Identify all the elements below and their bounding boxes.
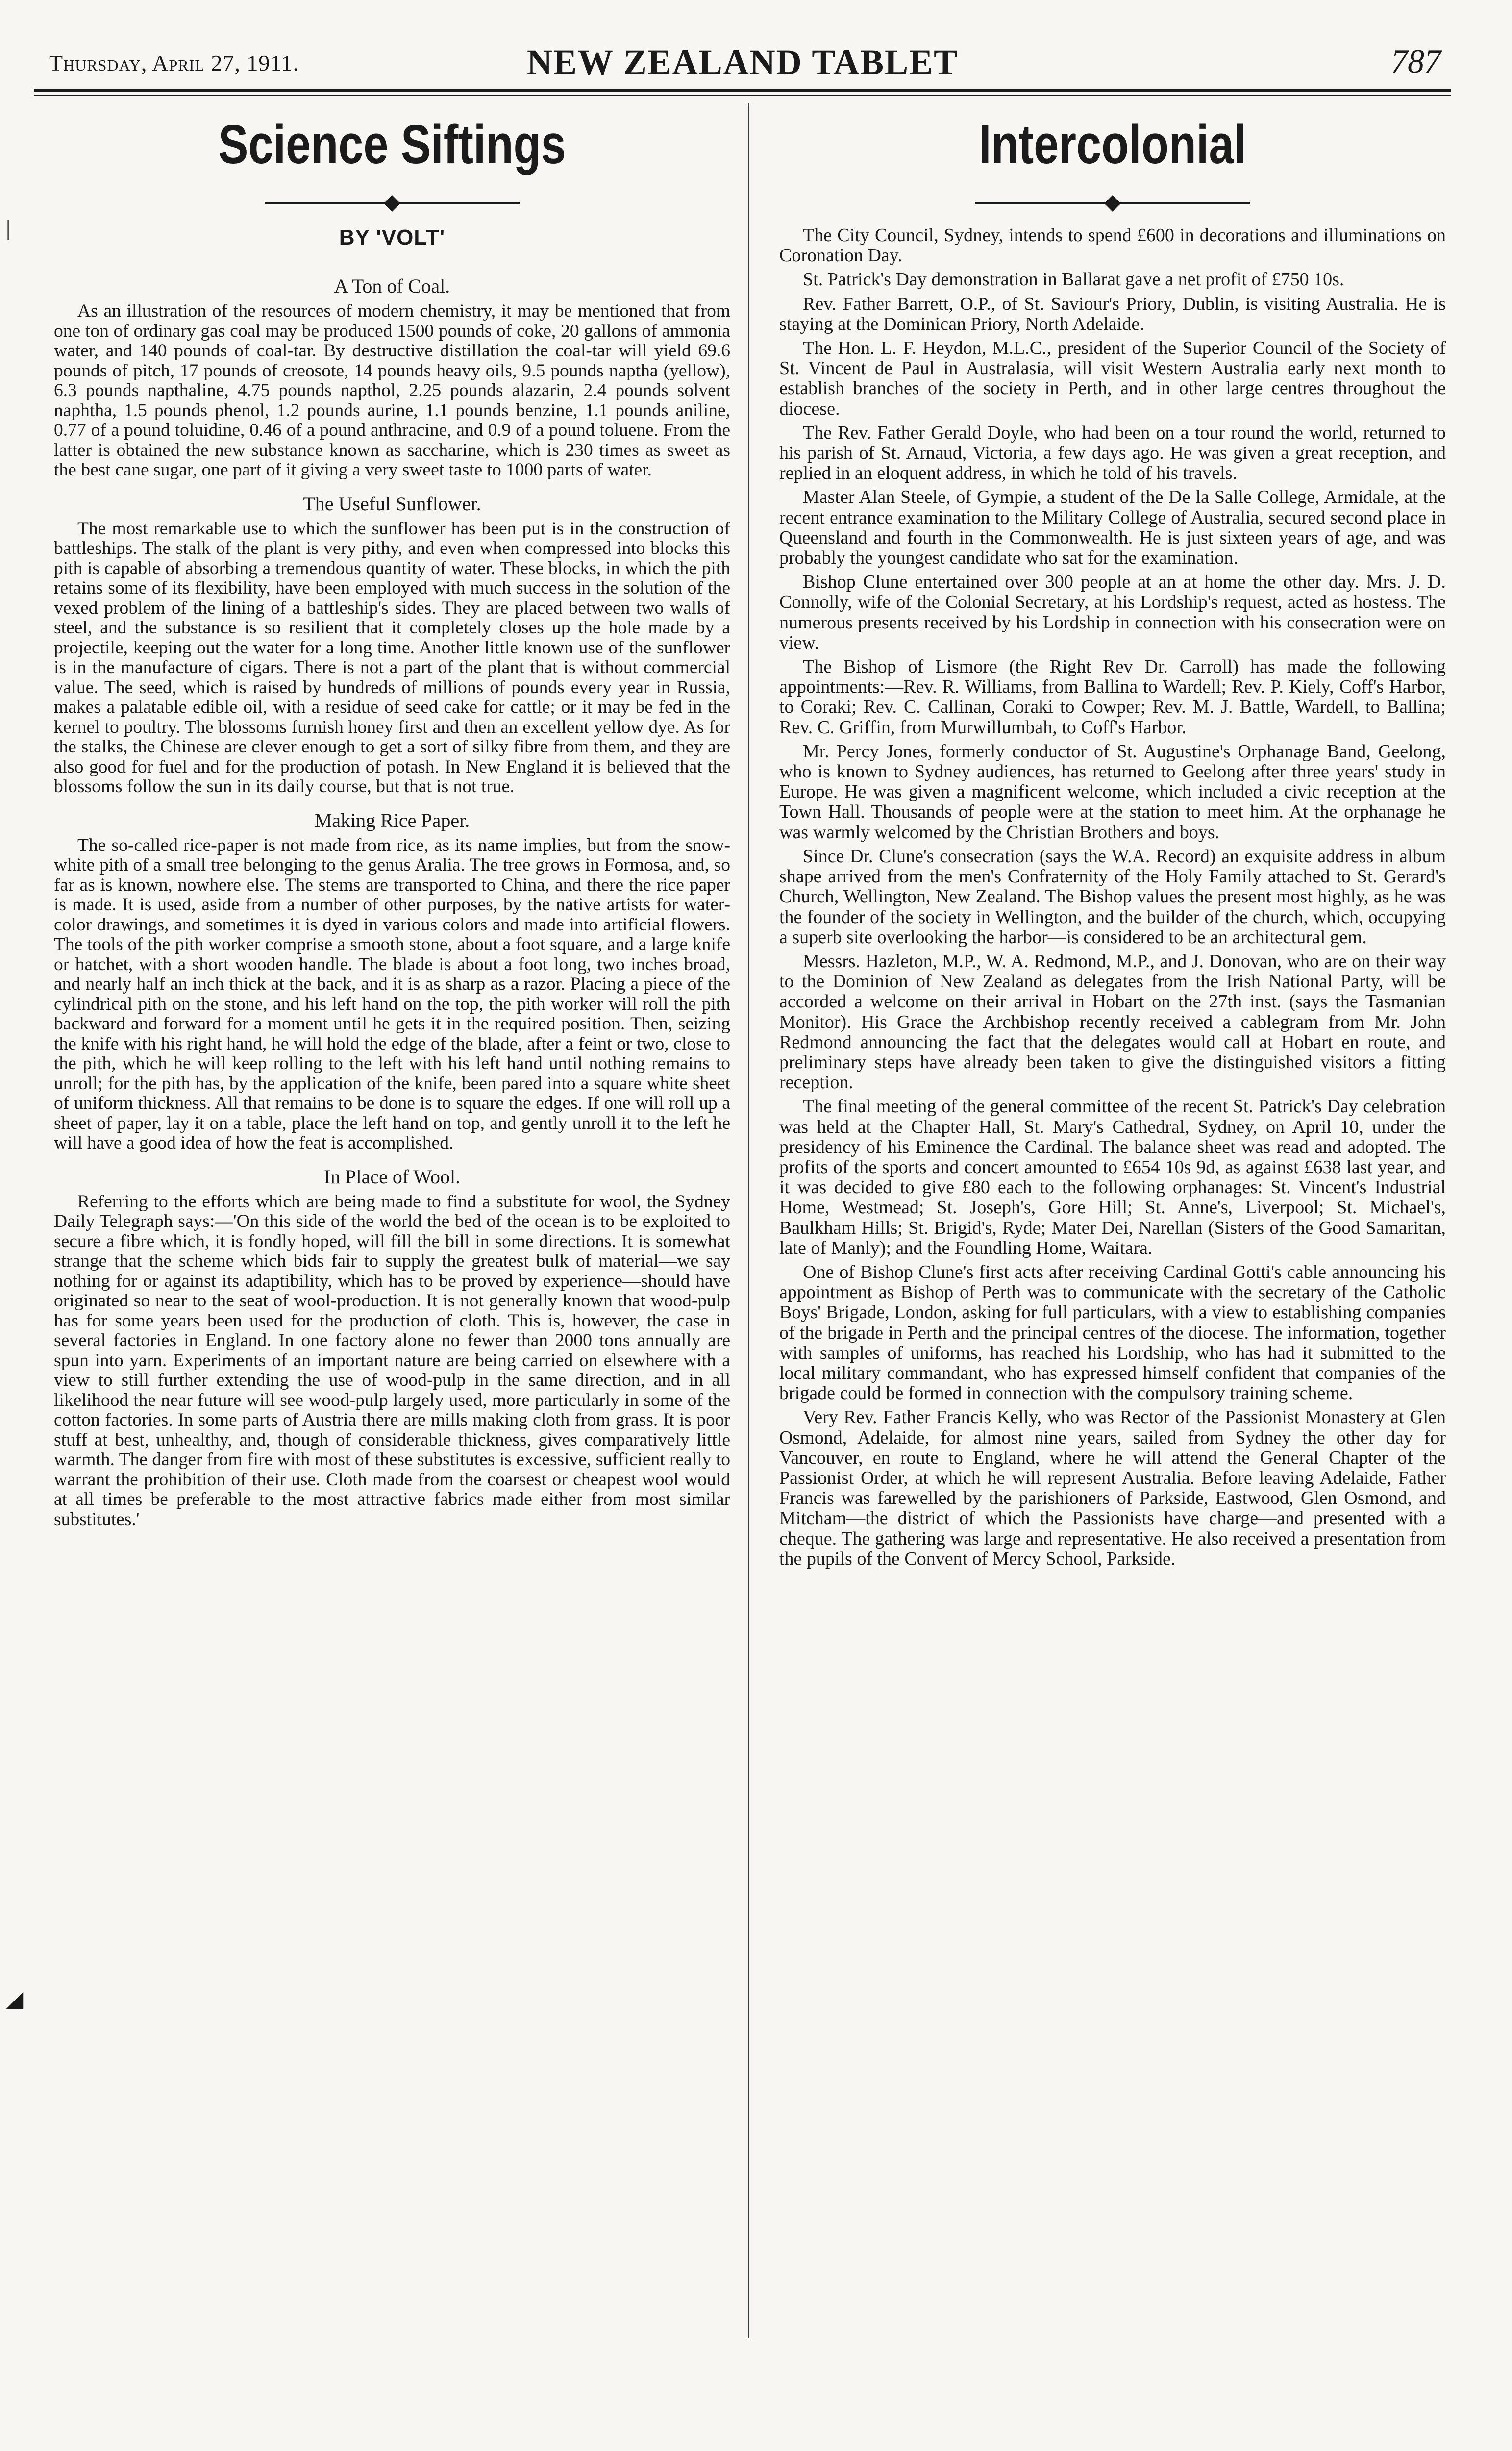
- masthead-rule-thin: [34, 95, 1451, 96]
- byline: BY 'VOLT': [339, 225, 446, 250]
- article-paragraph: As an illustration of the resources of modern chemistry, it may be mentioned that from one ton of ordinary gas coal may be produced 1500 pounds of coke, 20 gallons of ammonia water, and 140 pounds of coal-tar. By destructive distillation the coal-tar will yield 69.6 pounds of pitch, 17 pounds of creosote, 14 pounds heavy oils, 9.5 pounds naptha (yellow), 6.3 pounds napthaline, 4.75 pounds napthol, 2.25 pounds alazarin, 2.4 pounds solvent naphtha, 1.5 pounds phenol, 1.2 pounds aurine, 1.1 pounds benzine, 1.1 pounds aniline, 0.77 of a pound toluidine, 0.46 of a pound anthracine, and 0.9 of a pound toluene. From the latter is obtained the new substance known as saccharine, which is 230 times as sweet as the best cane sugar, one part of it giving a very sweet taste to 1000 parts of water.: [54, 301, 730, 480]
- column-divider: [748, 103, 749, 2338]
- title-ornament-rule: [975, 196, 1250, 211]
- masthead: [34, 39, 1451, 88]
- article-useful-sunflower: [54, 492, 730, 797]
- page-number: 787: [1391, 43, 1441, 80]
- news-paragraph: The City Council, Sydney, intends to spend £600 in decorations and illuminations on Coronation Day.: [779, 225, 1446, 266]
- article-in-place-of-wool: [54, 1165, 730, 1530]
- news-paragraph: St. Patrick's Day demonstration in Ballarat gave a net profit of £750 10s.: [803, 269, 1344, 290]
- news-paragraph: The Hon. L. F. Heydon, M.L.C., president of the Superior Council of the Society of St. Vincent de Paul in Australasia, will visit Western Australia early next month to establish branches of the society in Perth, and in other large centres throughout the diocese.: [779, 338, 1446, 419]
- article-paragraph: The so-called rice-paper is not made from rice, as its name implies, but from the snow-white pith of a small tree belonging to the genus Aralia. The tree grows in Formosa, and, so far as is known, nowhere else. The stems are transported to China, and there the rice paper is made. It is used, aside from a number of other purposes, by the native artists for water-color drawings, and sometimes it is dyed in various colors and made into artificial flowers. The tools of the pith worker comprise a smooth stone, about a foot square, and a large knife or hatchet, with a short wooden handle. The blade is about a foot long, two inches broad, and nearly half an inch thick at the back, and it is as sharp as a razor. Placing a piece of the cylindrical pith on the stone, and his left hand on the top, the pith worker will roll the pith backward and forward for a moment until he gets it in the required position. Then, seizing the knife with his right hand, he will hold the edge of the blade, after a feint or two, close to the pith, which he will keep rolling to the left with his left hand until nothing remains to unroll; for the pith has, by the application of the knife, been pared into a square white sheet of uniform thickness. All that remains to be done is to square the edges. If one will roll up a sheet of paper, lay it on a table, place the left hand on top, and gently unroll it to the left he will have a good idea of how the feat is accomplished.: [54, 835, 730, 1153]
- article-making-rice-paper: [54, 809, 730, 1153]
- news-paragraph: Mr. Percy Jones, formerly conductor of St. Augustine's Orphanage Band, Geelong, who is known to Sydney audiences, has returned to Geelong after three years' study in Europe. He was given a magnificent welcome, which included a civic reception at the Town Hall. Thousands of people were at the station to meet him. At the orphanage he was warmly welcomed by the Christian Brothers and boys.: [779, 741, 1446, 843]
- news-paragraph: The Rev. Father Gerald Doyle, who had been on a tour round the world, returned to his parish of St. Arnaud, Victoria, a few days ago. He was given a great reception, and replied in an eloquent address, in which he told of his travels.: [779, 422, 1446, 484]
- science-siftings-column: [54, 113, 730, 1529]
- article-heading: The Useful Sunflower.: [303, 492, 481, 515]
- article-paragraph: Referring to the efforts which are being made to find a substitute for wool, the Sydney Daily Telegraph says:—'On this side of the world the bed of the ocean is to be exploited to secure a fibre which, it is fondly hoped, will fill the bill in some directions. It is somewhat strange that the scheme which bids fair to supply the greatest bulk of material—we say nothing for or against its adaptibility, which has to be proved by experience—should have originated so near to the seat of wool-production. It is not generally known that wood-pulp has for some years been used for the production of cloth. This is, however, the case in several factories in England. In one factory alone no fewer than 2000 tons annually are spun into yarn. Experiments of an important nature are being carried on elsewhere with a view to still further extending the use of wood-pulp in the same direction, and in all likelihood the near future will see wood-pulp largely used, more particularly in some of the cotton factories. In some parts of Austria there are mills making cloth from grass. It is poor stuff at best, unhealthy, and, though of considerable thickness, gives comparatively little warmth. The danger from fire with most of these substitutes is excessive, sufficient really to warrant the prohibition of their use. Cloth made from the coarsest or cheapest wool would at all times be preferable to the most attractive fabrics made either from most similar substitutes.': [54, 1191, 730, 1529]
- news-paragraph: The final meeting of the general committee of the recent St. Patrick's Day celebration was held at the Chapter Hall, St. Mary's Cathedral, Sydney, on April 10, under the presidency of his Eminence the Cardinal. The balance sheet was read and adopted. The profits of the sports and concert amounted to £654 10s 9d, as against £638 last year, and it was decided to give £80 each to the following orphanages: St. Vincent's Industrial Home, Westmead; St. Joseph's, Gore Hill; St. Anne's, Liverpool; St. Michael's, Baulkham Hills; St. Brigid's, Ryde; Mater Dei, Narellan (Sisters of the Good Samaritan, late of Manly); and the Foundling Home, Waitara.: [779, 1096, 1446, 1258]
- article-heading: Making Rice Paper.: [314, 809, 470, 831]
- article-paragraph: The most remarkable use to which the sunflower has been put is in the construction of battleships. The stalk of the plant is very pithy, and even when compressed into blocks this pith is capable of absorbing a tremendous quantity of water. These blocks, in which the pith retains some of its flexibility, have been employed with much success in the solution of the vexed problem of the lining of a battleship's sides. They are placed between two walls of steel, and the substance is so resilient that it completely closes up the hole made by a projectile, keeping out the water for a long time. Another little known use of the sunflower is in the manufacture of cigars. There is not a part of the plant that is without commercial value. The seed, which is raised by hundreds of millions of pounds every year in Russia, makes a palatable edible oil, with a residue of seed cake for cattle; or it may be fed in the kernel to poultry. The blossoms furnish honey first and then an excellent yellow dye. As for the stalks, the Chinese are clever enough to get a sort of silky fibre from them, and they are also good for fuel and for the production of potash. In New England it is believed that the blossoms follow the sun in its daily course, but that is not true.: [54, 518, 730, 797]
- margin-arrow-mark: ◢: [6, 1986, 24, 2011]
- article-ton-of-coal: [54, 275, 730, 480]
- news-paragraph: Rev. Father Barrett, O.P., of St. Saviour's Priory, Dublin, is visiting Australia. He is staying at the Dominican Priory, North Adelaide.: [779, 293, 1446, 334]
- issue-date: Thursday, April 27, 1911.: [49, 50, 299, 75]
- section-title: Science Siftings: [218, 114, 566, 175]
- news-paragraph: Master Alan Steele, of Gympie, a student of the De la Salle College, Armidale, at the recent entrance examination to the Military College of Australia, secured second place in Queensland and fourth in the Commonwealth. He is just sixteen years of age, and was probably the youngest candidate who sat for the examination.: [779, 487, 1446, 569]
- intercolonial-column: [779, 113, 1446, 1573]
- section-title: Intercolonial: [978, 114, 1247, 175]
- masthead-rule-thick: [34, 89, 1451, 92]
- article-heading: A Ton of Coal.: [334, 275, 450, 297]
- news-paragraph: Very Rev. Father Francis Kelly, who was Rector of the Passionist Monastery at Glen Osmond, Adelaide, for almost nine years, sailed from Sydney the other day for Vancouver, en route to England, where he will attend the General Chapter of the Passionist Order, at which he will represent Australia. Before leaving Adelaide, Father Francis was farewelled by the parishioners of Parkside, Eastwood, Glen Osmond, and Mitcham—the district of which the Passionists have charge—and presented with a cheque. The gathering was large and representative. He also received a presentation from the pupils of the Convent of Mercy School, Parkside.: [779, 1407, 1446, 1569]
- margin-tick-mark: |: [6, 215, 11, 240]
- newspaper-title: NEW ZEALAND TABLET: [526, 43, 959, 82]
- article-heading: In Place of Wool.: [323, 1165, 461, 1188]
- title-ornament-rule: [265, 196, 520, 211]
- news-paragraph: Messrs. Hazleton, M.P., W. A. Redmond, M.P., and J. Donovan, who are on their way to the Dominion of New Zealand as delegates from the Irish National Party, will be accorded a welcome on their arrival in Hobart on the 27th inst. (says the Tasmanian Monitor). His Grace the Archbishop recently received a cablegram from Mr. John Redmond announcing the fact that the delegates would call at Hobart en route, and preliminary steps have already been taken to give the distinguished visitors a fitting reception.: [779, 950, 1446, 1093]
- news-paragraph: The Bishop of Lismore (the Right Rev Dr. Carroll) has made the following appointments:—Rev. R. Williams, from Ballina to Wardell; Rev. P. Kiely, Coff's Harbor, to Coraki; Rev. C. Callinan, Coraki to Cowper; Rev. M. J. Battle, Wardell, to Ballina; Rev. C. Griffin, from Murwillumbah, to Coff's Harbor.: [779, 656, 1446, 738]
- news-paragraph: Bishop Clune entertained over 300 people at an at home the other day. Mrs. J. D. Connolly, wife of the Colonial Secretary, at his Lordship's request, acted as hostess. The numerous presents received by his Lordship in connection with his consecration were on view.: [779, 572, 1446, 653]
- news-paragraph: Since Dr. Clune's consecration (says the W.A. Record) an exquisite address in album shape arrived from the men's Confraternity of the Holy Family attached to St. Gerard's Church, Wellington, New Zealand. The Bishop values the present most highly, as he was the founder of the society in Wellington, and the builder of the church, which, occupying a superb site overlooking the harbor—is considered to be an architectural gem.: [779, 846, 1446, 948]
- news-paragraph: One of Bishop Clune's first acts after receiving Cardinal Gotti's cable announcing his appointment as Bishop of Perth was to communicate with the secretary of the Catholic Boys' Brigade, London, asking for full particulars, with a view to establishing companies of the brigade in Perth and the principal centres of the diocese. The information, together with samples of uniforms, has reached his Lordship, who has had it submitted to the local military commandant, who has expressed himself confident that companies of the brigade could be formed in connection with the compulsory training scheme.: [779, 1261, 1446, 1404]
